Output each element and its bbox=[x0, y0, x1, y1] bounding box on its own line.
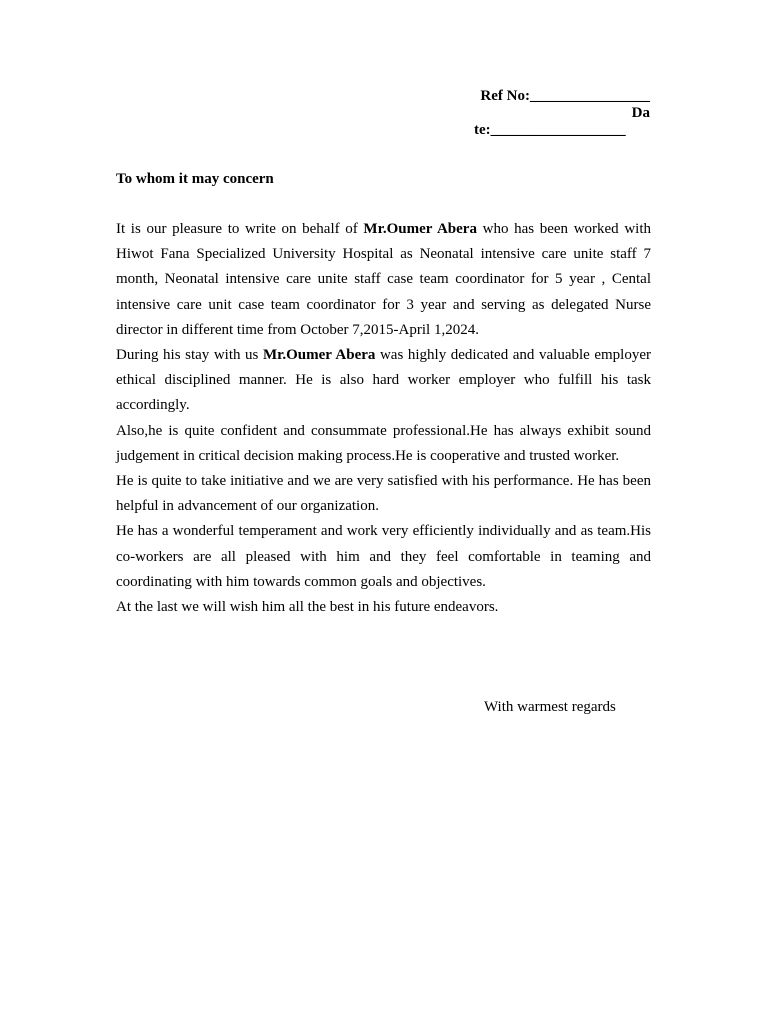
date-label-part2: te:__________________ bbox=[474, 122, 626, 138]
ref-number-field: Ref No:________________ bbox=[480, 88, 650, 104]
closing-line: With warmest regards bbox=[484, 699, 616, 715]
paragraph-6: At the last we will wish him all the best in his future endeavors. bbox=[116, 599, 499, 616]
paragraph-1 bbox=[116, 217, 651, 343]
paragraph-2-intro: During his stay with us bbox=[116, 347, 263, 364]
paragraph-1-text: who has been worked with Hiwot Fana Specialized University Hospital as Neonatal intensive care unite staff 7 month, Neonatal intensive care unite staff case team coordinator for 5 year , Cental intensive care unit case team coordinator for 3 year and serving as delegated Nurse director in different time from October 7,2015-April 1,2024. bbox=[116, 221, 651, 338]
employee-name: Mr.Oumer Abera bbox=[262, 347, 376, 364]
salutation: To whom it may concern bbox=[116, 171, 274, 187]
paragraph-3: Also,he is quite confident and consummate professional.He has always exhibit sound judgement in critical decision making process.He is cooperative and trusted worker. bbox=[116, 422, 651, 464]
paragraph-5: He has a wonderful temperament and work very efficiently individually and as team.His co-workers are all pleased with him and they feel comfortable in teaming and coordinating with him towards common goals and objectives. bbox=[116, 523, 651, 590]
letter-body bbox=[116, 217, 651, 620]
paragraph-4: He is quite to take initiative and we are very satisfied with his performance. He has been helpful in advancement of our organization. bbox=[116, 473, 651, 515]
paragraph-2 bbox=[116, 343, 651, 419]
paragraph-2-text: was highly dedicated and valuable employer ethical disciplined manner. He is also hard worker employer who fulfill his task accordingly. bbox=[116, 347, 651, 414]
date-label-part1: Da bbox=[631, 105, 650, 121]
reference-block bbox=[470, 88, 650, 139]
employee-name: Mr.Oumer Abera bbox=[363, 221, 477, 237]
paragraph-1-intro: It is our pleasure to write on behalf of bbox=[116, 221, 364, 237]
